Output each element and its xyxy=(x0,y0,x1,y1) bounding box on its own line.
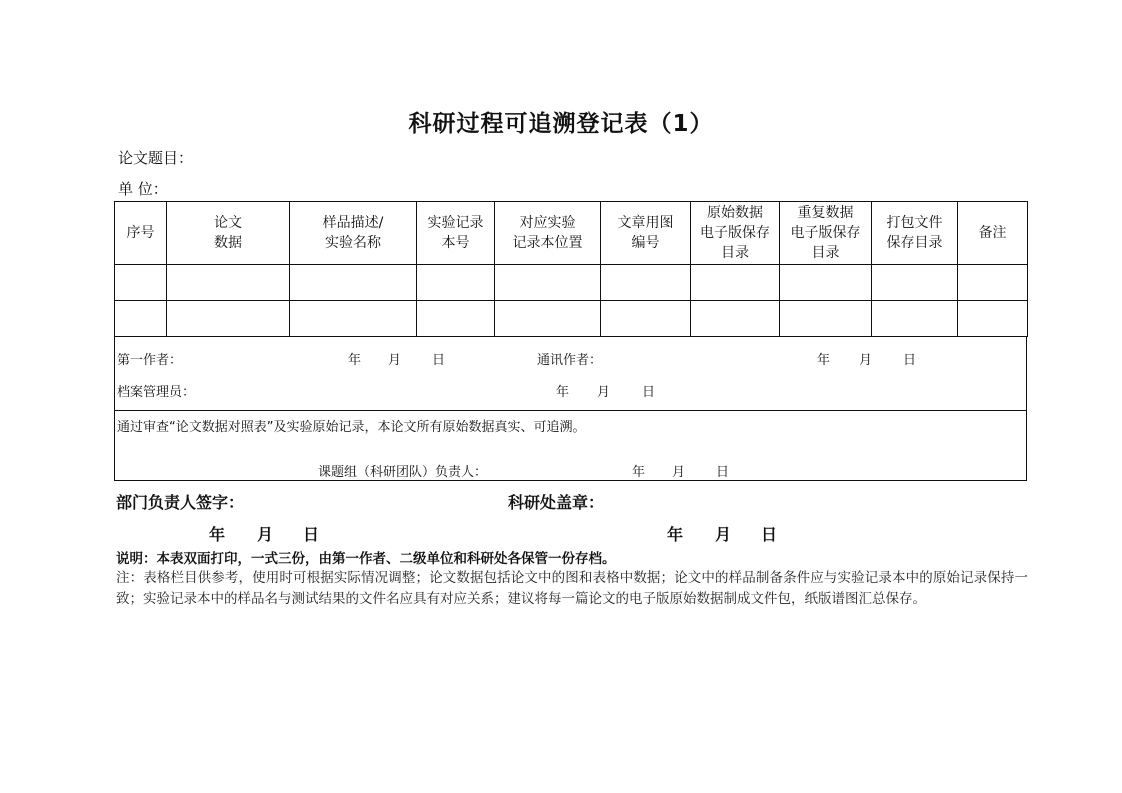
col-header-repeat-data-dir: 重复数据 电子版保存 目录 xyxy=(780,202,872,265)
group-leader-date-day: 日 xyxy=(716,465,730,480)
table-cell[interactable] xyxy=(290,301,417,337)
table-cell[interactable] xyxy=(601,301,691,337)
research-office-date-day: 日 xyxy=(761,525,778,544)
corresponding-author-date-year: 年 xyxy=(817,353,831,368)
archive-manager-label: 档案管理员： xyxy=(117,385,196,400)
corresponding-author-label: 通讯作者： xyxy=(537,353,603,368)
research-office-date-month: 月 xyxy=(715,525,732,544)
corresponding-author-date-month: 月 xyxy=(859,353,873,368)
first-author-date-year: 年 xyxy=(348,353,362,368)
dept-head-date-day: 日 xyxy=(303,525,320,544)
first-author-label: 第一作者： xyxy=(117,353,183,368)
research-office-date xyxy=(667,522,777,545)
dept-head-date xyxy=(209,522,319,545)
col-header-sample: 样品描述/ 实验名称 xyxy=(290,202,417,265)
table-cell[interactable] xyxy=(495,301,601,337)
group-leader-date-month: 月 xyxy=(672,465,686,480)
dept-head-date-month: 月 xyxy=(257,525,274,544)
col-header-figure-no: 文章用图 编号 xyxy=(601,202,691,265)
table-row xyxy=(115,265,1028,301)
author-signature-section xyxy=(114,336,1027,411)
table-cell[interactable] xyxy=(780,265,872,301)
instruction-note: 说明：本表双面打印，一式三份，由第一作者、二级单位和科研处各保管一份存档。 xyxy=(116,551,616,567)
register-table xyxy=(114,201,1028,337)
table-cell[interactable] xyxy=(417,301,495,337)
table-cell[interactable] xyxy=(958,265,1028,301)
table-cell[interactable] xyxy=(872,265,958,301)
table-cell[interactable] xyxy=(691,301,780,337)
thesis-title-label: 论文题目： xyxy=(118,149,194,167)
group-leader-label: 课题组（科研团队）负责人： xyxy=(318,465,488,480)
verification-section xyxy=(114,411,1027,481)
col-header-thesis-data: 论文 数据 xyxy=(167,202,290,265)
dept-head-date-year: 年 xyxy=(209,525,226,544)
col-header-remarks: 备注 xyxy=(958,202,1028,265)
unit-label: 单 位： xyxy=(118,180,168,198)
table-cell[interactable] xyxy=(167,265,290,301)
group-leader-date-year: 年 xyxy=(632,465,646,480)
col-header-package-dir: 打包文件 保存目录 xyxy=(872,202,958,265)
table-cell[interactable] xyxy=(115,301,167,337)
verification-statement: 通过审查“论文数据对照表”及实验原始记录，本论文所有原始数据真实、可追溯。 xyxy=(117,420,586,435)
col-header-raw-data-dir: 原始数据 电子版保存 目录 xyxy=(691,202,780,265)
archive-manager-date-year: 年 xyxy=(556,385,570,400)
remark-note: 注：表格栏目供参考，使用时可根据实际情况调整；论文数据包括论文中的图和表格中数据；论文中的样品制备条件应与实验记录本中的原始记录保持一致；实验记录本中的样品名与测试结果的文件名应具有对应关系；建议将每一篇论文的电子版原始数据制成文件包，纸版谱图汇总保存。 xyxy=(116,570,1028,607)
table-cell[interactable] xyxy=(691,265,780,301)
col-header-index: 序号 xyxy=(115,202,167,265)
table-row xyxy=(115,301,1028,337)
table-cell[interactable] xyxy=(601,265,691,301)
research-office-seal-label: 科研处盖章： xyxy=(508,493,605,512)
table-header-row xyxy=(115,202,1028,265)
page-title: 科研过程可追溯登记表（1） xyxy=(408,111,714,137)
first-author-date-month: 月 xyxy=(388,353,402,368)
table-cell[interactable] xyxy=(495,265,601,301)
table-cell[interactable] xyxy=(958,301,1028,337)
first-author-date-day: 日 xyxy=(432,353,446,368)
col-header-notebook-no: 实验记录 本号 xyxy=(417,202,495,265)
corresponding-author-date-day: 日 xyxy=(903,353,917,368)
table-cell[interactable] xyxy=(290,265,417,301)
table-cell[interactable] xyxy=(780,301,872,337)
table-cell[interactable] xyxy=(872,301,958,337)
table-cell[interactable] xyxy=(167,301,290,337)
table-cell[interactable] xyxy=(115,265,167,301)
dept-head-sign-label: 部门负责人签字： xyxy=(116,493,245,512)
table-cell[interactable] xyxy=(417,265,495,301)
col-header-notebook-location: 对应实验 记录本位置 xyxy=(495,202,601,265)
archive-manager-date-day: 日 xyxy=(642,385,656,400)
archive-manager-date-month: 月 xyxy=(597,385,611,400)
research-office-date-year: 年 xyxy=(667,525,684,544)
